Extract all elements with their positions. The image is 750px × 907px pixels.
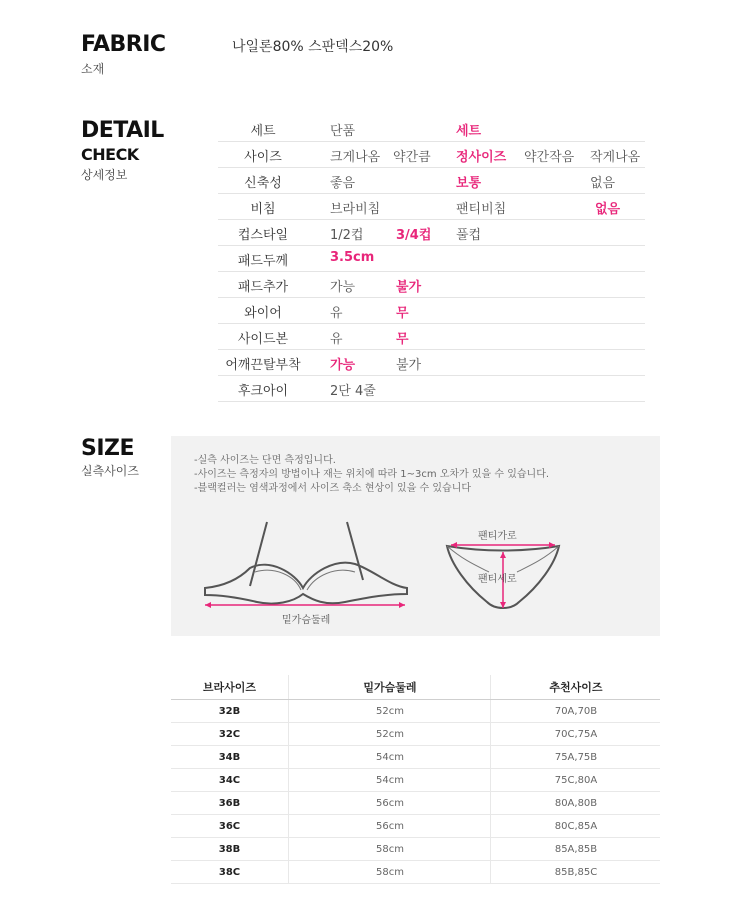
detail-option: 가능 (330, 280, 356, 295)
detail-option: 단품 (330, 124, 356, 139)
detail-row (218, 219, 645, 246)
recommended-size-cell: 75C,80A (490, 769, 661, 791)
fabric-title: FABRIC (81, 32, 166, 57)
detail-row (218, 323, 645, 350)
recommended-size-cell: 80A,80B (490, 792, 661, 814)
detail-row (218, 349, 645, 376)
underbust-cell: 56cm (288, 815, 491, 837)
bra-size-cell: 36B (218, 797, 241, 809)
size-table-row (171, 792, 660, 815)
fabric-value: 나일론80% 스판덱스20% (232, 39, 394, 55)
detail-row (218, 141, 645, 168)
detail-title-check: CHECK (81, 145, 139, 164)
bra-measure-label: 밑가슴둘레 (282, 615, 331, 626)
size-table-header (171, 675, 660, 700)
size-table-row (171, 769, 660, 792)
detail-option-selected: 보통 (456, 176, 482, 191)
fabric-subtitle: 소재 (81, 62, 105, 76)
detail-option-selected: 3.5cm (330, 250, 375, 265)
bra-size-cell: 32B (218, 705, 241, 717)
detail-row (218, 245, 645, 272)
detail-option-selected: 가능 (330, 358, 356, 373)
size-note: -블랙컬러는 염색과정에서 사이즈 축소 현상이 있을 수 있습니다 (194, 483, 472, 494)
recommended-size-cell: 70C,75A (490, 723, 661, 745)
detail-row-label: 후크아이 (237, 384, 289, 399)
size-table-row (171, 861, 660, 884)
detail-row-label: 패드두께 (237, 254, 289, 269)
bra-size-cell: 38B (218, 843, 241, 855)
underbust-cell: 52cm (288, 723, 491, 745)
detail-subtitle: 상세정보 (81, 168, 128, 182)
detail-row-label: 패드추가 (237, 280, 289, 295)
detail-option-selected: 3/4컵 (396, 228, 432, 243)
recommended-size-cell: 85B,85C (490, 861, 661, 883)
detail-option: 좋음 (330, 176, 356, 191)
recommended-size-cell: 85A,85B (490, 838, 661, 860)
detail-title: DETAIL (81, 118, 164, 143)
detail-option-selected: 세트 (456, 124, 482, 139)
detail-option: 풀컵 (456, 228, 482, 243)
detail-row (218, 115, 645, 142)
detail-option-selected: 정사이즈 (456, 150, 507, 165)
detail-option: 불가 (396, 358, 422, 373)
detail-row (218, 375, 645, 402)
detail-row (218, 167, 645, 194)
bra-illustration (195, 518, 415, 613)
detail-row-label: 컵스타일 (237, 228, 289, 243)
detail-row-label: 사이즈 (244, 150, 282, 165)
underbust-cell: 54cm (288, 746, 491, 768)
detail-option-selected: 무 (396, 332, 409, 347)
underbust-cell: 52cm (288, 700, 491, 722)
bra-size-cell: 38C (218, 866, 241, 878)
bra-size-cell: 32C (218, 728, 241, 740)
detail-option: 약간작음 (524, 150, 575, 165)
underbust-cell: 56cm (288, 792, 491, 814)
detail-option: 없음 (590, 176, 616, 191)
detail-option: 유 (330, 332, 343, 347)
size-title: SIZE (81, 436, 135, 461)
bra-size-cell: 34B (218, 751, 241, 763)
underbust-cell: 54cm (288, 769, 491, 791)
size-table-row (171, 700, 660, 723)
size-table-row (171, 838, 660, 861)
detail-option: 크게나옴 (330, 150, 381, 165)
detail-row-label: 비침 (250, 202, 276, 217)
detail-row-label: 와이어 (244, 306, 282, 321)
detail-row-label: 사이드본 (237, 332, 289, 347)
detail-option: 작게나옴 (590, 150, 641, 165)
detail-option: 유 (330, 306, 343, 321)
detail-option-selected: 무 (396, 306, 409, 321)
underbust-cell: 58cm (288, 838, 491, 860)
size-table-row (171, 723, 660, 746)
detail-row-label: 세트 (250, 124, 276, 139)
detail-row-label: 신축성 (244, 176, 282, 191)
detail-row (218, 297, 645, 324)
detail-row (218, 193, 645, 220)
header-underbust: 밑가슴둘레 (288, 675, 491, 699)
size-subtitle: 실측사이즈 (81, 464, 139, 478)
detail-option: 팬티비침 (456, 202, 507, 217)
size-note: -실측 사이즈는 단면 측정입니다. (194, 455, 336, 466)
detail-option: 약간큼 (393, 150, 431, 165)
size-note: -사이즈는 측정자의 방법이나 재는 위치에 따라 1~3cm 오차가 있을 수 있습니다. (194, 469, 550, 480)
header-recommended-size: 추천사이즈 (490, 675, 661, 699)
recommended-size-cell: 75A,75B (490, 746, 661, 768)
recommended-size-cell: 70A,70B (490, 700, 661, 722)
bra-size-cell: 34C (218, 774, 241, 786)
underbust-cell: 58cm (288, 861, 491, 883)
size-table-row (171, 815, 660, 838)
panty-height-label: 팬티세로 (478, 574, 517, 585)
detail-option-selected: 불가 (396, 280, 422, 295)
detail-option: 1/2컵 (330, 228, 364, 243)
detail-option: 브라비침 (330, 202, 381, 217)
size-table (171, 675, 660, 884)
recommended-size-cell: 80C,85A (490, 815, 661, 837)
detail-option: 2단 4줄 (330, 384, 376, 399)
header-bra-size: 브라사이즈 (202, 681, 257, 694)
panty-width-label: 팬티가로 (478, 531, 517, 542)
bra-size-cell: 36C (218, 820, 241, 832)
size-table-row (171, 746, 660, 769)
detail-row (218, 271, 645, 298)
detail-row-label: 어깨끈탈부착 (225, 358, 301, 373)
detail-option-selected: 없음 (595, 202, 621, 217)
